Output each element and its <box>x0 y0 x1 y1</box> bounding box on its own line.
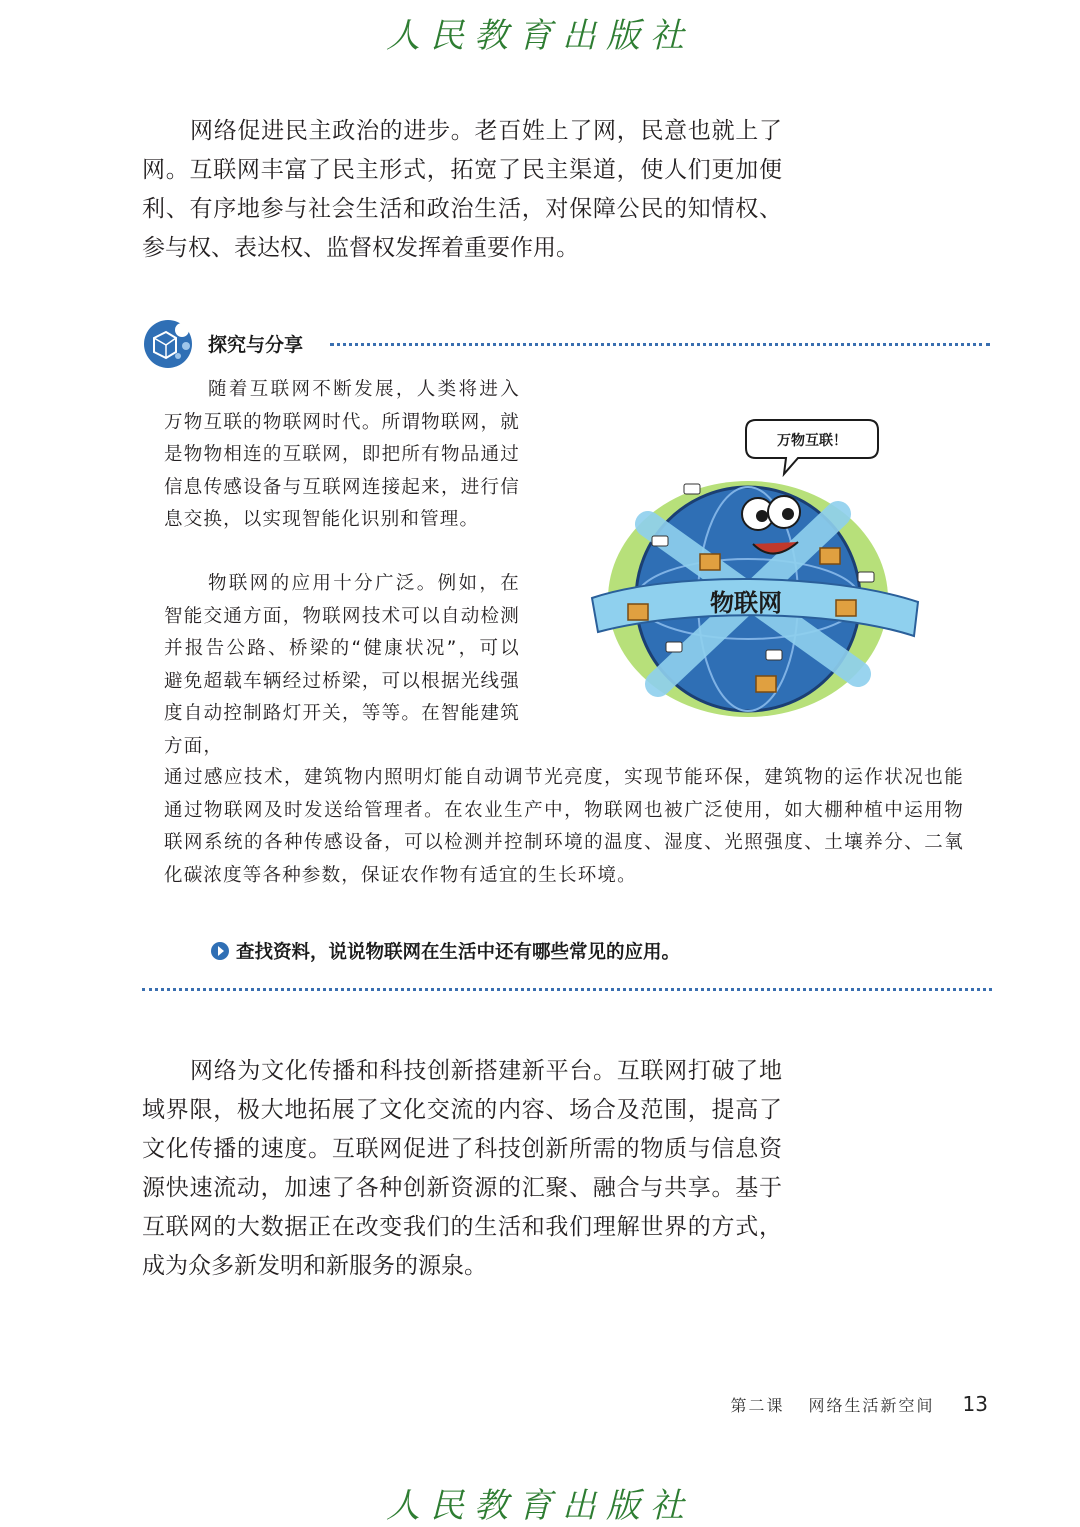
iot-globe-illustration <box>588 404 928 724</box>
publisher-logo-bottom: 人民教育出版社 <box>386 1486 694 1526</box>
banner-label: 物联网 <box>710 589 782 617</box>
task-arrow-icon <box>210 941 230 961</box>
explore-share-title: 探究与分享 <box>208 334 304 356</box>
publisher-logo-top: 人民教育出版社 <box>386 16 694 56</box>
speech-bubble-text: 万物互联！ <box>777 433 847 449</box>
section-divider-top <box>330 343 990 346</box>
explore-text-iot-applications: 物联网的应用十分广泛。例如，在智能交通方面，物联网技术可以自动检测并报告公路、桥梁的“健康状况”，可以避免超载车辆经过桥梁，可以根据光线强度自动控制路灯开关，等等。在智能建筑方面， <box>164 573 520 757</box>
page-footer <box>731 1392 988 1416</box>
page-number: 13 <box>962 1392 988 1416</box>
explore-share-icon <box>142 318 194 370</box>
task-text: 查找资料，说说物联网在生活中还有哪些常见的应用。 <box>236 942 681 963</box>
explore-text-iot-intro: 随着互联网不断发展，人类将进入万物互联的物联网时代。所谓物联网，就是物物相连的互联网，即把所有物品通过信息传感设备与互联网连接起来，进行信息交换，以实现智能化识别和管理。 <box>164 379 520 530</box>
footer-chapter-title: 网络生活新空间 <box>808 1396 935 1415</box>
section-divider-bottom <box>142 988 992 991</box>
paragraph-culture-technology: 网络为文化传播和科技创新搭建新平台。互联网打破了地域界限，极大地拓展了文化交流的内容、场合及范围，提高了文化传播的速度。互联网促进了科技创新所需的物质与信息资源快速流动，加速了各种创新资源的汇聚、融合与共享。基于互联网的大数据正在改变我们的生活和我们理解世界的方式，成为众多新发明和新服务的源泉。 <box>142 1058 782 1279</box>
task-prompt <box>210 938 680 964</box>
explore-text-iot-buildings-agriculture: 通过感应技术，建筑物内照明灯能自动调节光亮度，实现节能环保，建筑物的运作状况也能通过物联网及时发送给管理者。在农业生产中，物联网也被广泛使用，如大棚种植中运用物联网系统的各种传感设备，可以检测并控制环境的温度、湿度、光照强度、土壤养分、二氧化碳浓度等各种参数，保证农作物有适宜的生长环境。 <box>164 767 964 886</box>
paragraph-democracy: 网络促进民主政治的进步。老百姓上了网，民意也就上了网。互联网丰富了民主形式，拓宽了民主渠道，使人们更加便利、有序地参与社会生活和政治生活，对保障公民的知情权、参与权、表达权、监督权发挥着重要作用。 <box>142 118 782 261</box>
footer-lesson: 第二课 <box>730 1396 785 1415</box>
